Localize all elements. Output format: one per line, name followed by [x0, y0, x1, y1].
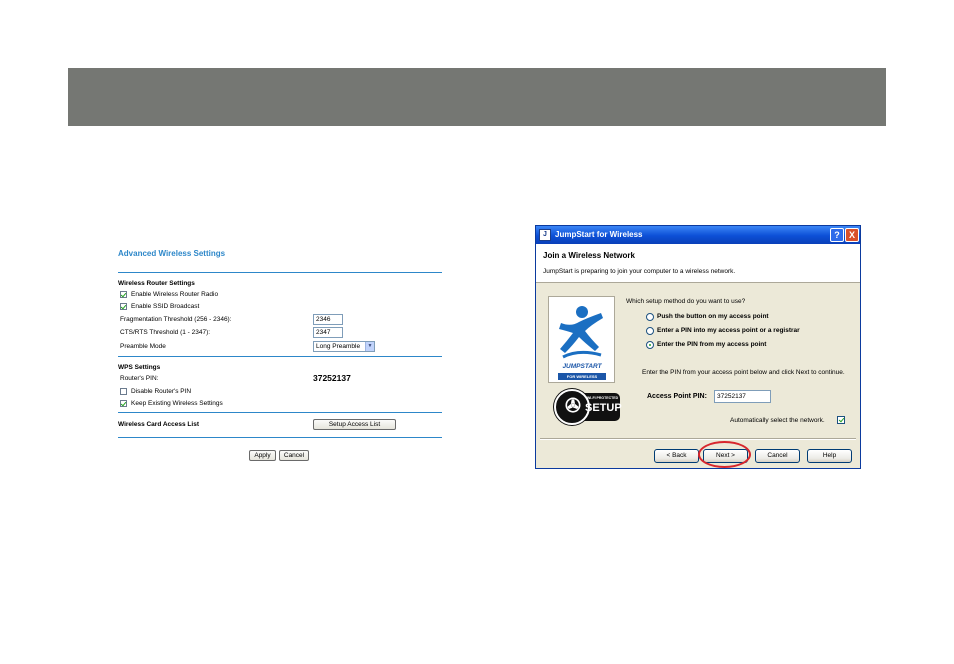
jumping-figure-icon [557, 303, 607, 361]
access-list-label: Wireless Card Access List [118, 421, 199, 428]
cancel-button[interactable]: Cancel [279, 450, 309, 461]
auto-select-label: Automatically select the network. [730, 417, 825, 424]
keep-existing-label: Keep Existing Wireless Settings [131, 400, 223, 407]
cts-rts-input[interactable]: 2347 [313, 327, 343, 338]
keep-existing-row[interactable] [118, 398, 442, 409]
close-icon[interactable]: X [845, 228, 859, 242]
divider [118, 412, 442, 413]
help-button[interactable]: Help [807, 449, 852, 463]
setup-question: Which setup method do you want to use? [626, 298, 746, 305]
router-pin-value: 37252137 [313, 373, 351, 383]
dialog-subheading: JumpStart is preparing to join your computer to a wireless network. [543, 268, 736, 275]
divider [540, 438, 856, 440]
disable-pin-checkbox[interactable] [120, 388, 127, 395]
enable-ssid-checkbox[interactable] [120, 303, 127, 310]
cts-rts-row [118, 327, 442, 338]
logo-sub: FOR WIRELESS [558, 373, 606, 380]
preamble-value: Long Preamble [316, 343, 361, 350]
section-heading: Wireless Router Settings [118, 280, 195, 287]
jumpstart-dialog [535, 225, 861, 469]
enable-ssid-row[interactable] [118, 301, 442, 312]
section-heading: WPS Settings [118, 364, 161, 371]
radio-button[interactable] [646, 327, 654, 335]
fragmentation-input[interactable]: 2346 [313, 314, 343, 325]
preamble-select[interactable] [313, 341, 375, 352]
cancel-button[interactable]: Cancel [755, 449, 800, 463]
wps-circle: ✇ [554, 389, 590, 425]
option-enter-pin-from-ap[interactable] [646, 340, 846, 350]
enable-ssid-label: Enable SSID Broadcast [131, 303, 200, 310]
help-icon[interactable]: ? [830, 228, 844, 242]
advanced-wireless-settings-panel [118, 246, 442, 459]
page-title: Advanced Wireless Settings [118, 249, 226, 258]
dialog-heading: Join a Wireless Network [543, 251, 635, 260]
disable-pin-row[interactable] [118, 386, 442, 397]
setup-access-list-button[interactable]: Setup Access List [313, 419, 396, 430]
wps-small-text: WI-FI PROTECTED [587, 396, 619, 400]
router-pin-row [118, 373, 442, 384]
logo-word: JUMPSTART [562, 363, 602, 370]
option-label: Enter a PIN into my access point or a registrar [657, 327, 800, 334]
radio-button-selected[interactable] [646, 341, 654, 349]
preamble-row [118, 341, 442, 352]
title-bar[interactable] [536, 226, 860, 244]
option-label: Enter the PIN from my access point [657, 341, 767, 348]
option-label: Push the button on my access point [657, 313, 769, 320]
next-button[interactable]: Next > [703, 449, 748, 463]
preamble-label: Preamble Mode [120, 343, 166, 350]
section-wps-settings [118, 362, 442, 373]
ap-pin-input[interactable]: 37252137 [714, 390, 771, 403]
fragmentation-row [118, 314, 442, 325]
access-list-row [118, 419, 442, 430]
divider [118, 356, 442, 357]
keep-existing-checkbox[interactable] [120, 400, 127, 407]
wps-big-text: SETUP [585, 402, 622, 414]
highlight-circle [698, 441, 751, 468]
enable-radio-row[interactable] [118, 289, 442, 300]
fragmentation-label: Fragmentation Threshold (256 - 2346): [120, 316, 232, 323]
divider [118, 437, 442, 438]
dialog-header [536, 244, 860, 283]
section-wireless-router-settings [118, 278, 442, 289]
router-pin-label: Router's PIN: [120, 375, 159, 382]
enable-radio-label: Enable Wireless Router Radio [131, 291, 219, 298]
apply-button[interactable]: Apply [249, 450, 276, 461]
window-title: JumpStart for Wireless [555, 230, 643, 239]
pin-instruction: Enter the PIN from your access point below and click Next to continue. [642, 369, 845, 376]
back-button[interactable]: < Back [654, 449, 699, 463]
enable-radio-checkbox[interactable] [120, 291, 127, 298]
auto-select-checkbox[interactable] [837, 416, 845, 424]
option-push-button[interactable] [646, 312, 846, 322]
jumpstart-logo [548, 296, 615, 383]
cts-rts-label: CTS/RTS Threshold (1 - 2347): [120, 329, 211, 336]
wps-setup-badge [554, 389, 621, 425]
divider [118, 272, 442, 273]
disable-pin-label: Disable Router's PIN [131, 388, 192, 395]
option-enter-pin-into-ap[interactable] [646, 326, 846, 336]
header-banner [68, 68, 886, 126]
ap-pin-label: Access Point PIN: [647, 393, 707, 400]
chevron-down-icon[interactable]: ▼ [365, 342, 374, 351]
radio-button[interactable] [646, 313, 654, 321]
app-icon: J [539, 229, 551, 241]
